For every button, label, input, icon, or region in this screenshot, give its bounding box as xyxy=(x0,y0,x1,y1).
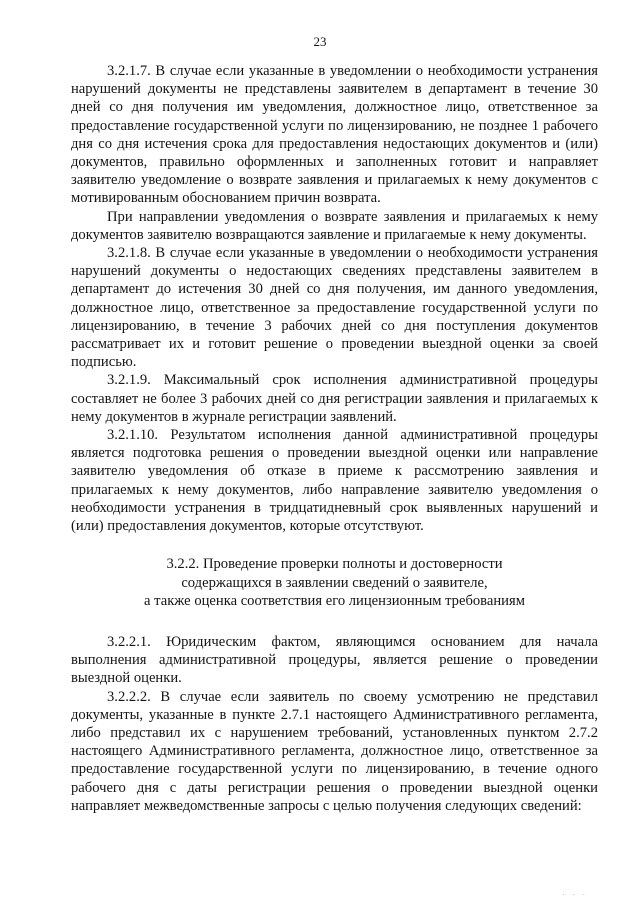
section-heading-line: содержащихся в заявлении сведений о заявителе, xyxy=(181,574,488,591)
document-body xyxy=(71,62,598,815)
page-number: 23 xyxy=(313,34,327,49)
paragraph-3-2-1-10: 3.2.1.10. Результатом исполнения данной административной процедуры является подготовка решения о проведении выездной оценки или направление заявителю уведомления об отказе в приеме к рассмотрению заявления и прилагаемых к нему документов, либо направление заявителю уведомления о необходимости устранения в тридцатидневный срок выявленных нарушений и (или) предоставления документов, которые отсутствуют. xyxy=(71,427,598,535)
paragraph-3-2-1-7: 3.2.1.7. В случае если указанные в уведомлении о необходимости устранения нарушений документы не представлены заявителем в департамент в течение 30 дней со дня получения им уведомления, должностное лицо, ответственное за предоставление государственной услуги по лицензированию, не позднее 1 рабочего дня со дня истечения срока для предоставления недостающих документов и (или) документов, правильно оформленных и заполненных готовит и направляет заявителю уведомление о возврате заявления и прилагаемых к нему документов с мотивированным обоснованием причин возврата. xyxy=(71,63,598,207)
paragraph-3-2-1-9: 3.2.1.9. Максимальный срок исполнения административной процедуры составляет не более 3 рабочих дней со дня регистрации заявления и прилагаемых к нему документов в журнале регистрации заявлений. xyxy=(71,372,598,425)
section-heading-3-2-2 xyxy=(71,555,598,611)
paragraph-return-notice: При направлении уведомления о возврате заявления и прилагаемых к нему документов заявителю возвращаются заявление и прилагаемые к нему документы. xyxy=(71,208,598,243)
paragraph-3-2-2-1: 3.2.2.1. Юридическим фактом, являющимся основанием для начала выполнения административной процедуры, является решение о проведении выездной оценки. xyxy=(71,634,598,687)
paragraph-3-2-1-8: 3.2.1.8. В случае если указанные в уведомлении о необходимости устранения нарушений документы о недостающих сведениях представлены заявителем в департамент до истечения 30 дней со дня получения, им данного уведомления, должностное лицо, ответственное за предоставление государственной услуги по лицензированию, в течение 3 рабочих дней со дня поступления документов рассматривает их и готовит решение о проведении выездной оценки за своей подписью. xyxy=(71,245,598,371)
section-heading-line: а также оценка соответствия его лицензионным требованиям xyxy=(144,593,525,610)
scan-artifact: · · · xyxy=(562,891,588,899)
section-heading-line: 3.2.2. Проведение проверки полноты и достоверности xyxy=(166,556,503,573)
paragraph-3-2-2-2: 3.2.2.2. В случае если заявитель по своему усмотрению не представил документы, указанные в пункте 2.7.1 настоящего Административного регламента, либо представил их с нарушением требований, установленных пунктом 2.7.2 настоящего Административного регламента, должностное лицо, ответственное за предоставление государственной услуги по лицензированию, в течение одного рабочего дня с даты регистрации решения о проведении выездной оценки направляет межведомственные запросы с целью получения следующих сведений: xyxy=(71,688,598,814)
